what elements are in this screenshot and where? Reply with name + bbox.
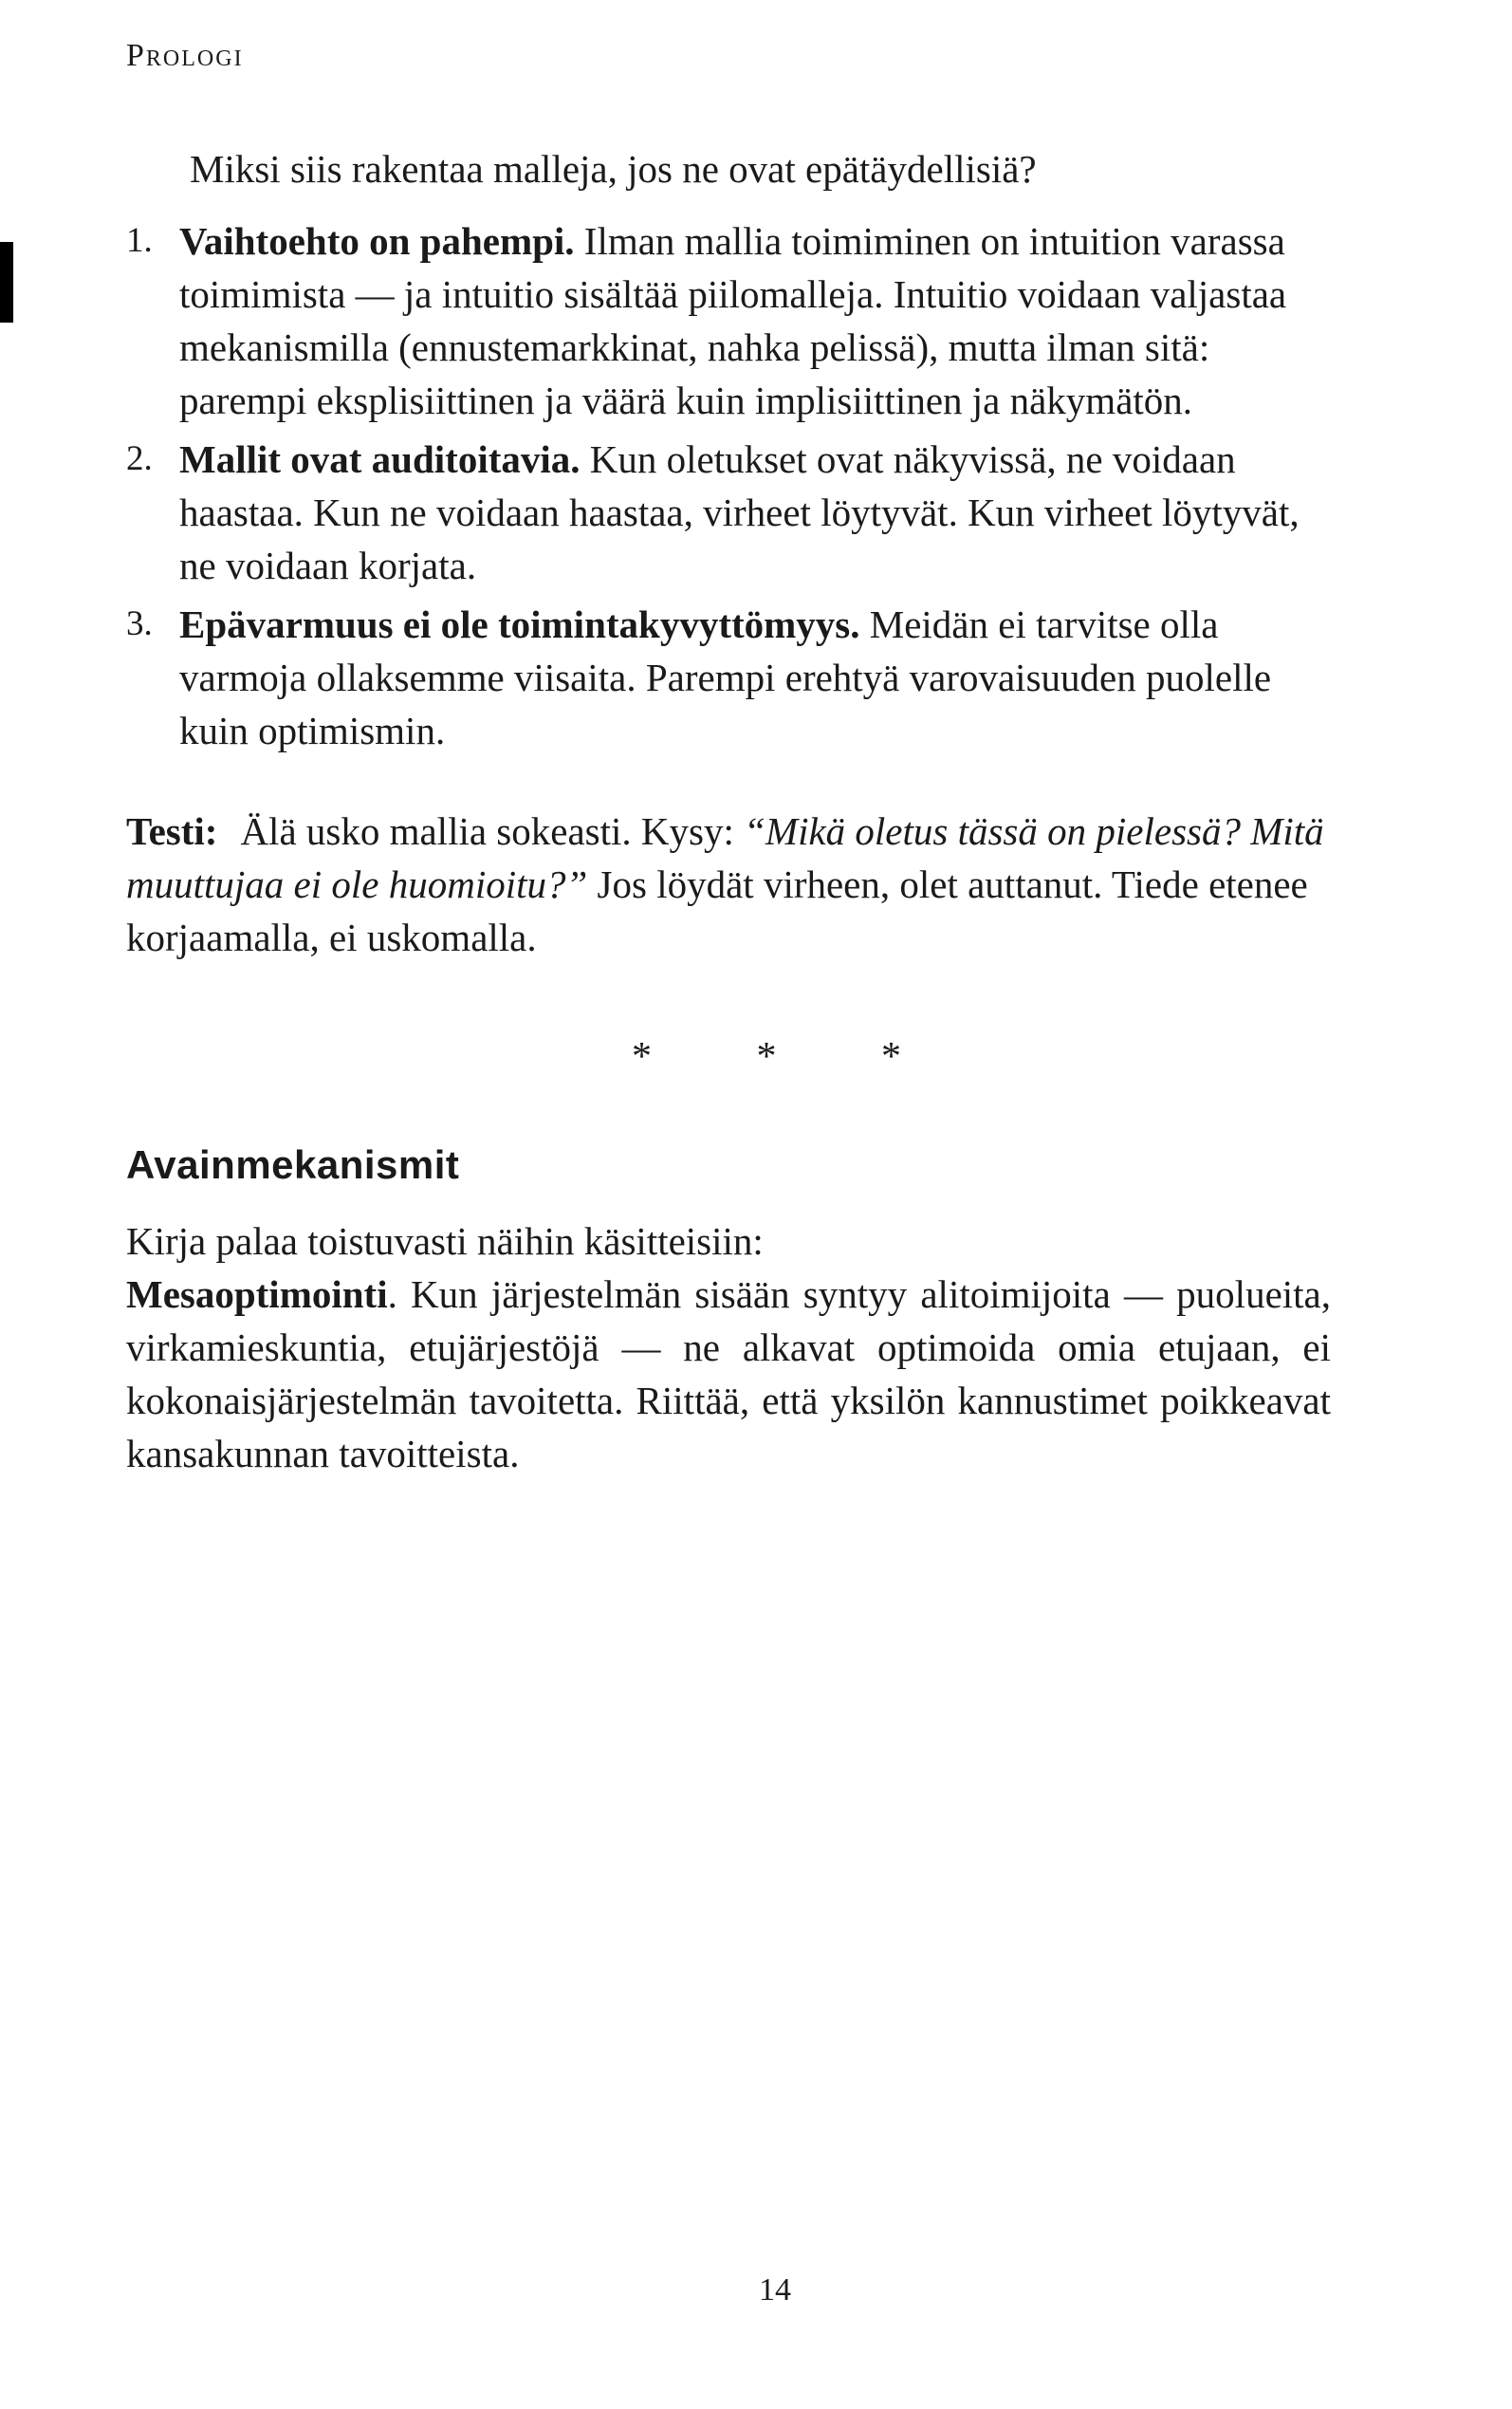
revision-bar bbox=[0, 242, 13, 323]
list-item bbox=[126, 433, 1331, 592]
list-item bbox=[126, 598, 1331, 757]
list-item-lead: Vaihtoehto on pahempi. bbox=[179, 219, 575, 263]
list-item-lead: Epävarmuus ei ole toimintakyvyttömyys. bbox=[179, 602, 860, 646]
list-item bbox=[126, 214, 1331, 427]
list-item-text bbox=[179, 433, 1331, 592]
section-intro: Kirja palaa toistuvasti näihin käsitteisiin: bbox=[126, 1219, 764, 1263]
running-head: Prologi bbox=[126, 38, 244, 73]
page-body bbox=[126, 142, 1331, 1480]
test-text-after: Jos löydät virheen, olet auttanut. Tiede etenee korjaamalla, ei uskomalla. bbox=[126, 862, 1308, 959]
list-item-number: 3. bbox=[126, 604, 153, 643]
mechanism-term: Mesaoptimointi bbox=[126, 1272, 388, 1316]
page-number: 14 bbox=[759, 2272, 791, 2307]
list-item-lead: Mallit ovat auditoitavia. bbox=[179, 437, 581, 481]
section-break: * * * bbox=[632, 1035, 949, 1079]
list-item-number: 2. bbox=[126, 439, 153, 478]
list-item-body: Kun oletukset ovat näkyvissä, ne voidaan haastaa. Kun ne voidaan haastaa, virheet löytyvät. Kun virheet löytyvät, ne voidaan korjata. bbox=[179, 437, 1300, 587]
list-item-body: Meidän ei tarvitse olla varmoja ollaksemme viisaita. Parempi erehtyä varovaisuuden puolelle kuin optimismin. bbox=[179, 602, 1272, 752]
test-quote: “Mikä oletus tässä on pielessä? Mitä muuttujaa ei ole huomioitu?” bbox=[126, 809, 1324, 906]
test-paragraph bbox=[126, 805, 1331, 964]
test-text-before: Älä usko mallia sokeasti. Kysy: bbox=[240, 809, 745, 853]
section-heading: Avainmekanismit bbox=[126, 1142, 460, 1187]
list-item-text bbox=[179, 598, 1331, 757]
question-paragraph: Miksi siis rakentaa malleja, jos ne ovat epätäydellisiä? bbox=[190, 147, 1037, 191]
list-item-body: Ilman mallia toimiminen on intuition varassa toimimista — ja intuitio sisältää piilomalleja. Intuitio voidaan valjastaa mekanismilla (ennustemarkkinat, nahka pelissä), mutta ilman sitä: parempi eksplisiittinen ja väärä kuin implisiittinen ja näkymätön. bbox=[179, 219, 1287, 422]
mechanism-paragraph bbox=[126, 1268, 1331, 1480]
mechanism-definition: . Kun järjestelmän sisään syntyy alitoimijoita — puolueita, virkamieskuntia, etujärjestöjä — ne alkavat optimoida omia etujaan, ei kokonaisjärjestelmän tavoitetta. Riittää, että yksilön kannustimet poikkeavat kansakunnan tavoitteista. bbox=[126, 1272, 1331, 1475]
list-item-number: 1. bbox=[126, 221, 153, 260]
test-label: Testi: bbox=[126, 809, 218, 853]
list-item-text bbox=[179, 214, 1331, 427]
